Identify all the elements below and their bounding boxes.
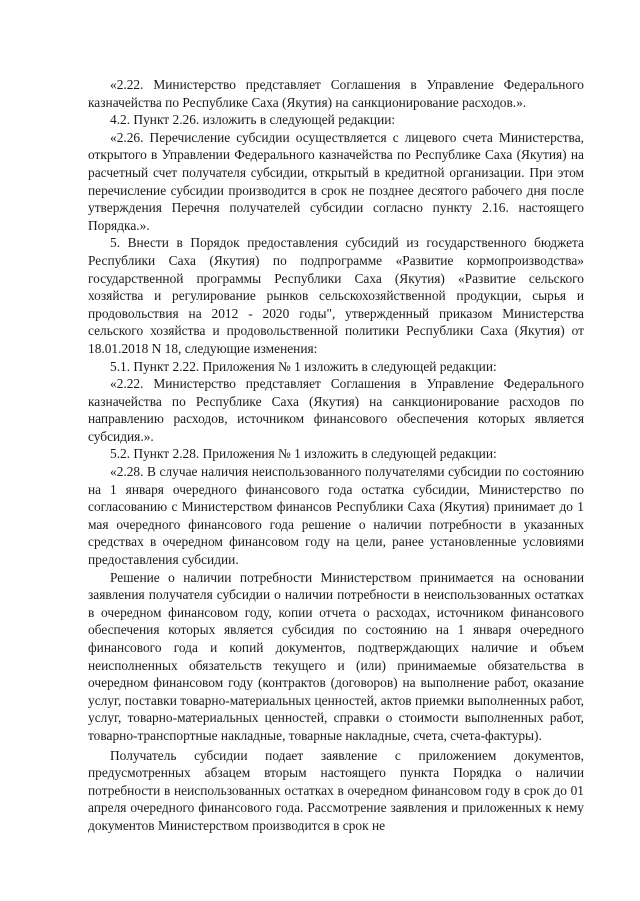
paragraph-application: Получатель субсидии подает заявление с приложением документов, предусмотренных абзацем вторым настоящего пункта Порядка о наличии потребности в неиспользованных остатках в очередном финансовом году в срок до 01 апреля очередного финансового года. Рассмотрение заявления и приложенных к нему документов Министерством производится в срок не — [88, 747, 584, 833]
paragraph-4-2: 4.2. Пункт 2.26. изложить в следующей редакции: — [110, 112, 396, 128]
paragraph-2-26: «2.26. Перечисление субсидии осуществляется с лицевого счета Министерства, открытого в Управлении Федерального казначейства по Республике Саха (Якутия) на расчетный счет получателя субсидии, открытый в кредитной организации. При этом перечисление субсидии производится в срок не позднее десятого рабочего дня после утверждения Перечня получателей субсидии согласно пункту 2.16. настоящего Порядка.». — [88, 129, 584, 233]
paragraph-5-2: 5.2. Пункт 2.28. Приложения № 1 изложить в следующей редакции: — [110, 446, 497, 462]
paragraph-5-1: 5.1. Пункт 2.22. Приложения № 1 изложить в следующей редакции: — [110, 358, 497, 374]
paragraph-2-22-first: «2.22. Министерство представляет Соглашения в Управление Федерального казначейства по Республике Саха (Якутия) на санкционирование расходов.». — [88, 77, 584, 110]
document-page — [88, 76, 584, 835]
paragraph-5: 5. Внести в Порядок предоставления субсидий из государственного бюджета Республики Саха (Якутия) по подпрограмме «Развитие кормопроизводства» государственной программы Республики Саха (Якутия) «Развитие сельского хозяйства и регулирование рынков сельскохозяйственной продукции, сырья и продовольствия на 2012 - 2020 годы", утвержденный приказом Министерства сельского хозяйства и продовольственной политики Республики Саха (Якутия) от 18.01.2018 N 18, следующие изменения: — [88, 235, 584, 356]
paragraph-decision: Решение о наличии потребности Министерством принимается на основании заявления получателя субсидии о наличии потребности в неиспользованных остатках в очередном финансовом году, копии отчета о расходах, источником финансового обеспечения которых является субсидия по состоянию на 1 января очередного финансового года и копий документов, подтверждающих наличие и объем неисполненных обязательств текущего и (или) принимаемые обязательства в очередном финансовом году (контрактов (договоров) на выполнение работ, оказание услуг, поставки товарно-материальных ценностей, актов приемки выполненных работ, услуг, товарно-материальных ценностей, справки о стоимости выполненных работ, товарно-транспортные накладные, товарные накладные, счета, счета-фактуры). — [88, 569, 584, 743]
paragraph-2-22-second: «2.22. Министерство представляет Соглашения в Управление Федерального казначейства по Республике Саха (Якутия) на санкционирование расходов по направлению расходов, источником финансового обеспечения которых является субсидия.». — [88, 376, 584, 444]
paragraph-2-28: «2.28. В случае наличия неиспользованного получателями субсидии по состоянию на 1 января очередного финансового года остатка субсидии, Министерство по согласованию с Министерством финансов Республики Саха (Якутия) принимает до 1 мая очередного финансового года решение о наличии потребности в указанных средствах в очередном финансовом году на цели, ранее установленные условиями предоставления субсидии. — [88, 464, 584, 568]
